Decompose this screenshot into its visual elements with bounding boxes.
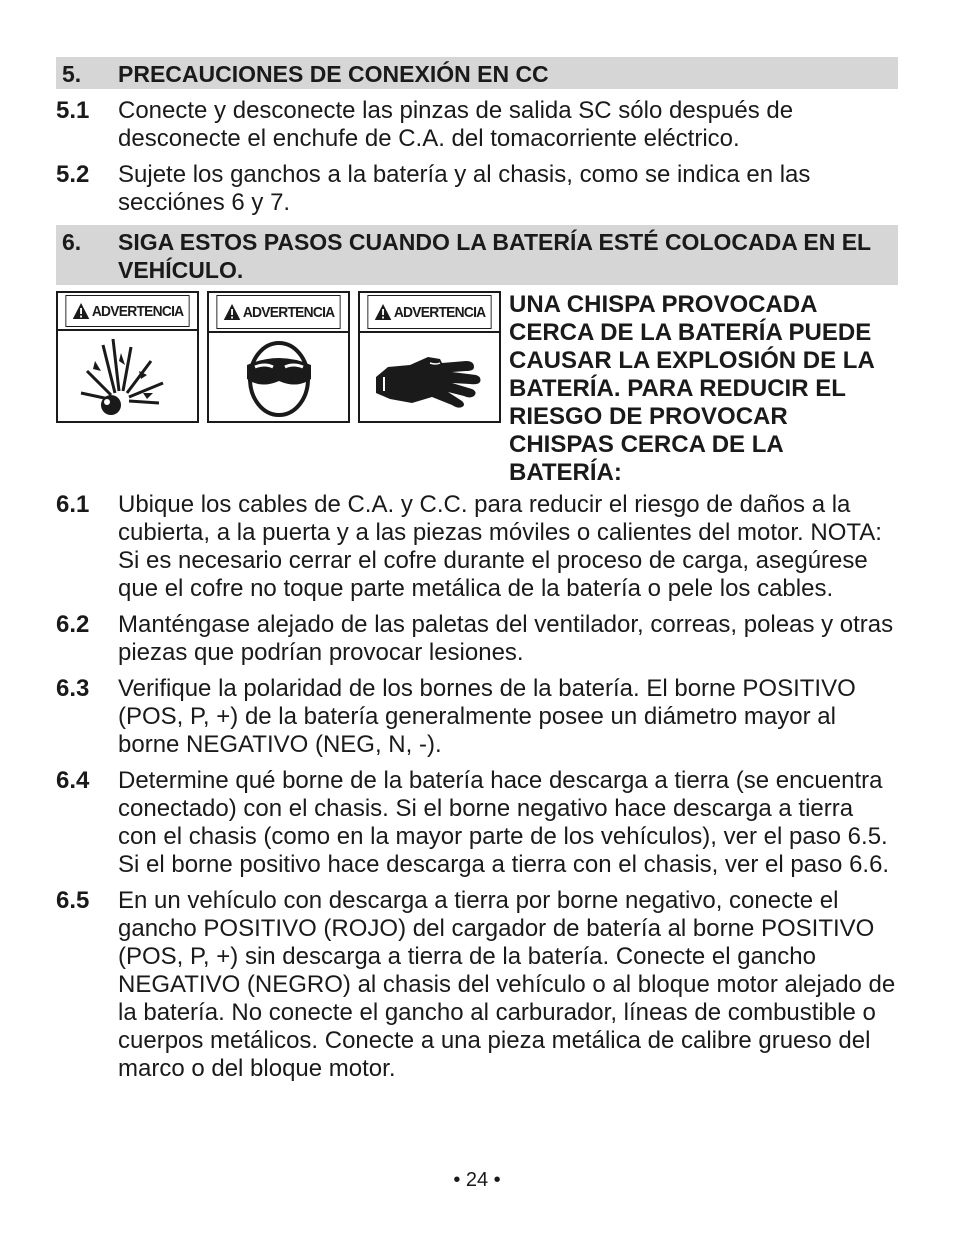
manual-page	[56, 57, 898, 1091]
section-5-title: PRECAUCIONES DE CONEXIÓN EN CC	[118, 61, 549, 87]
step-text: Sujete los ganchos a la batería y al chasis, como se indica en las secciónes 6 y 7.	[118, 161, 811, 216]
step-5-2	[56, 161, 898, 217]
warning-message: UNA CHISPA PROVOCADA CERCA DE LA BATERÍA PUEDE CAUSAR LA EXPLOSIÓN DE LA BATERÍA. PARA REDUCIR EL RIESGO DE PROVOCAR CHISPAS CERCA DE LA BATERÍA:	[509, 291, 874, 486]
section-5-header	[56, 57, 898, 89]
step-number: 6.3	[56, 675, 90, 702]
sign-header	[367, 295, 491, 329]
step-5-1	[56, 97, 898, 153]
page-number: • 24 •	[453, 1169, 501, 1191]
step-number: 5.2	[56, 161, 90, 188]
step-number: 6.2	[56, 611, 90, 638]
sign-label: ADVERTENCIA	[242, 303, 335, 321]
warning-triangle-icon	[374, 303, 392, 321]
step-text: Manténgase alejado de las paletas del ventilador, correas, poleas y otras piezas que podrían provocar lesiones.	[118, 611, 894, 666]
warning-block	[56, 291, 898, 487]
step-text: En un vehículo con descarga a tierra por borne negativo, conecte el gancho POSITIVO (ROJO) del cargador de batería al borne POSITIVO (POS, P, +) sin descarga a tierra de la batería. Conecte el gancho NEGATIVO (NEGRO) al chasis del vehículo o al bloque motor alejado de la batería. No conecte el gancho al carburador, líneas de combustible o cuerpos metálicos. Conecte a una pieza metálica de calibre grueso del marco o del bloque motor.	[118, 887, 896, 1082]
step-6-5	[56, 887, 898, 1083]
section-5-number: 5.	[62, 61, 82, 87]
step-6-1	[56, 491, 898, 603]
warning-sign-explosion	[56, 291, 199, 423]
step-6-4	[56, 767, 898, 879]
warning-triangle-icon	[223, 303, 241, 321]
step-6-2	[56, 611, 898, 667]
explosion-icon	[73, 331, 183, 421]
warning-signs	[56, 291, 501, 487]
step-number: 6.1	[56, 491, 90, 518]
glove-icon	[370, 337, 490, 417]
section-6-header	[56, 225, 898, 285]
section-6-number: 6.	[62, 229, 82, 255]
sign-header	[65, 295, 189, 327]
step-number: 5.1	[56, 97, 90, 124]
section-6-title: SIGA ESTOS PASOS CUANDO LA BATERÍA ESTÉ COLOCADA EN EL VEHÍCULO.	[118, 229, 871, 283]
sign-label: ADVERTENCIA	[393, 303, 486, 321]
step-number: 6.5	[56, 887, 90, 914]
warning-sign-glove	[358, 291, 501, 423]
safety-goggles-icon	[239, 335, 319, 419]
sign-header	[216, 295, 340, 329]
step-text: Determine qué borne de la batería hace descarga a tierra (se encuentra conectado) con el chasis. Si el borne negativo hace descarga a tierra con el chasis (como en la mayor parte de los vehículos), ver el paso 6.5. Si el borne positivo hace descarga a tierra con el chasis, ver el paso 6.6.	[118, 767, 890, 878]
step-number: 6.4	[56, 767, 90, 794]
warning-triangle-icon	[72, 302, 90, 320]
step-text: Conecte y desconecte las pinzas de salida SC sólo después de desconecte el enchufe de C.A. del tomacorriente eléctrico.	[118, 97, 794, 152]
warning-sign-goggles	[207, 291, 350, 423]
step-text: Verifique la polaridad de los bornes de la batería. El borne POSITIVO (POS, P, +) de la batería generalmente posee un diámetro mayor al borne NEGATIVO (NEG, N, -).	[118, 675, 856, 758]
step-6-3	[56, 675, 898, 759]
sign-label: ADVERTENCIA	[91, 302, 184, 320]
step-text: Ubique los cables de C.A. y C.C. para reducir el riesgo de daños a la cubierta, a la puerta y a las piezas móviles o calientes del motor. NOTA: Si es necesario cerrar el cofre durante el proceso de carga, asegúrese que el cofre no toque parte metálica de la batería o pele los cables.	[118, 491, 882, 602]
